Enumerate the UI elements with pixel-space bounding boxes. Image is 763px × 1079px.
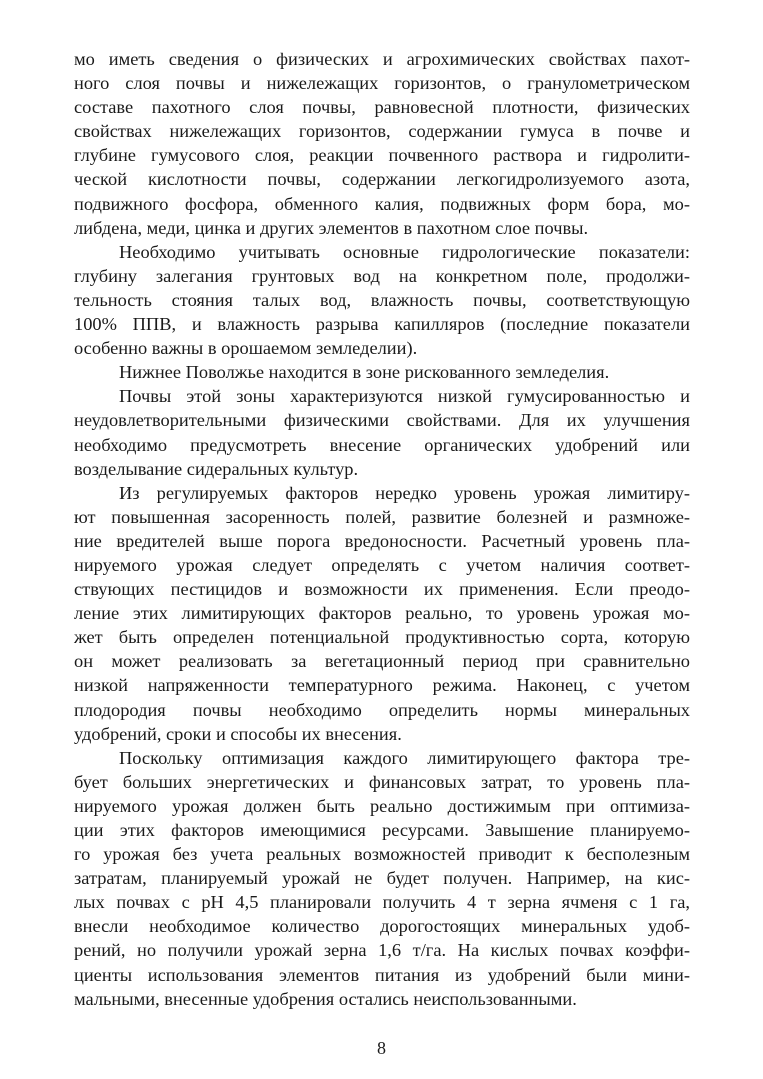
text-line: составе пахотного слоя почвы, равновесной плотности, физических [74,97,690,118]
text-line: жет быть определен потенциальной продуктивностью сорта, которую [74,627,690,648]
text-line: он может реализовать за вегетационный период при сравнительно [74,651,690,672]
text-line: лых почвах с рН 4,5 планировали получить 4 т зерна ячменя с 1 га, [74,892,690,913]
text-line: мо иметь сведения о физических и агрохимических свойствах пахот- [74,49,690,69]
text-line: ции этих факторов имеющимися ресурсами. Завышение планируемо- [74,820,690,840]
text-line: нируемого урожая следует определять с учетом наличия соответ- [74,554,690,575]
text-line: возделывание сидеральных культур. [74,458,359,479]
text-line: рений, но получили урожай зерна 1,6 т/га. На кислых почвах коэффи- [74,940,690,961]
text-line: ют повышенная засоренность полей, развитие болезней и размноже- [74,506,690,527]
text-line: подвижного фосфора, обменного калия, подвижных форм бора, мо- [74,193,690,214]
text-line: ление этих лимитирующих факторов реально, то уровень урожая мо- [74,603,690,624]
text-line: нируемого урожая должен быть реально достижимым при оптимиза- [74,795,690,816]
text-line: неудовлетворительными физическими свойствами. Для их улучшения [74,410,690,431]
text-line: Из регулируемых факторов нередко уровень урожая лимитиру- [119,482,690,503]
text-line: Поскольку оптимизация каждого лимитирующего фактора тре- [119,747,690,768]
page-body [74,47,690,1011]
paragraph [74,47,690,240]
text-line: удобрений, сроки и способы их внесения. [74,723,402,744]
text-line: свойствах нижележащих горизонтов, содержании гумуса в почве и [74,121,690,142]
text-line: мальными, внесенные удобрения остались неиспользованными. [74,988,577,1009]
text-line: необходимо предусмотреть внесение органических удобрений или [74,434,690,455]
text-line: глубине гумусового слоя, реакции почвенного раствора и гидролити- [74,145,690,166]
text-line: глубину залегания грунтовых вод на конкретном поле, продолжи- [74,265,690,286]
text-line: либдена, меди, цинка и других элементов в пахотном слое почвы. [74,217,589,238]
text-line: ствующих пестицидов и возможности их применения. Если преодо- [74,579,690,600]
text-line: бует больших энергетических и финансовых затрат, то уровень пла- [74,771,690,792]
text-line: особенно важны в орошаемом земледелии). [74,338,418,359]
text-line: Нижнее Поволжье находится в зоне рискованного земледелия. [119,362,610,383]
paragraph [74,384,690,480]
text-line: го урожая без учета реальных возможностей приводит к бесполезным [74,844,690,865]
text-line: Почвы этой зоны характеризуются низкой гумусированностью и [119,386,690,407]
text-line: 100% ППВ, и влажность разрыва капилляров (последние показатели [74,314,690,335]
text-line: ние вредителей выше порога вредоносности. Расчетный уровень пла- [74,530,690,551]
text-line: низкой напряженности температурного режима. Наконец, с учетом [74,675,690,696]
text-line: ческой кислотности почвы, содержании легкогидролизуемого азота, [74,169,690,190]
paragraph [74,240,690,360]
text-line: тельность стояния талых вод, влажность почвы, соответствующую [74,289,690,310]
paragraph [74,360,690,384]
page-number: 8 [377,1038,386,1058]
text-line: ного слоя почвы и нижележащих горизонтов, о гранулометрическом [74,73,690,94]
paragraph [74,746,690,1011]
text-line: внесли необходимое количество дорогостоящих минеральных удоб- [74,916,690,937]
text-line: плодородия почвы необходимо определить нормы минеральных [74,699,690,720]
text-line: Необходимо учитывать основные гидрологические показатели: [119,241,690,262]
text-line: затратам, планируемый урожай не будет получен. Например, на кис- [74,868,690,889]
text-line: циенты использования элементов питания из удобрений были мини- [74,964,690,985]
paragraph [74,481,690,746]
